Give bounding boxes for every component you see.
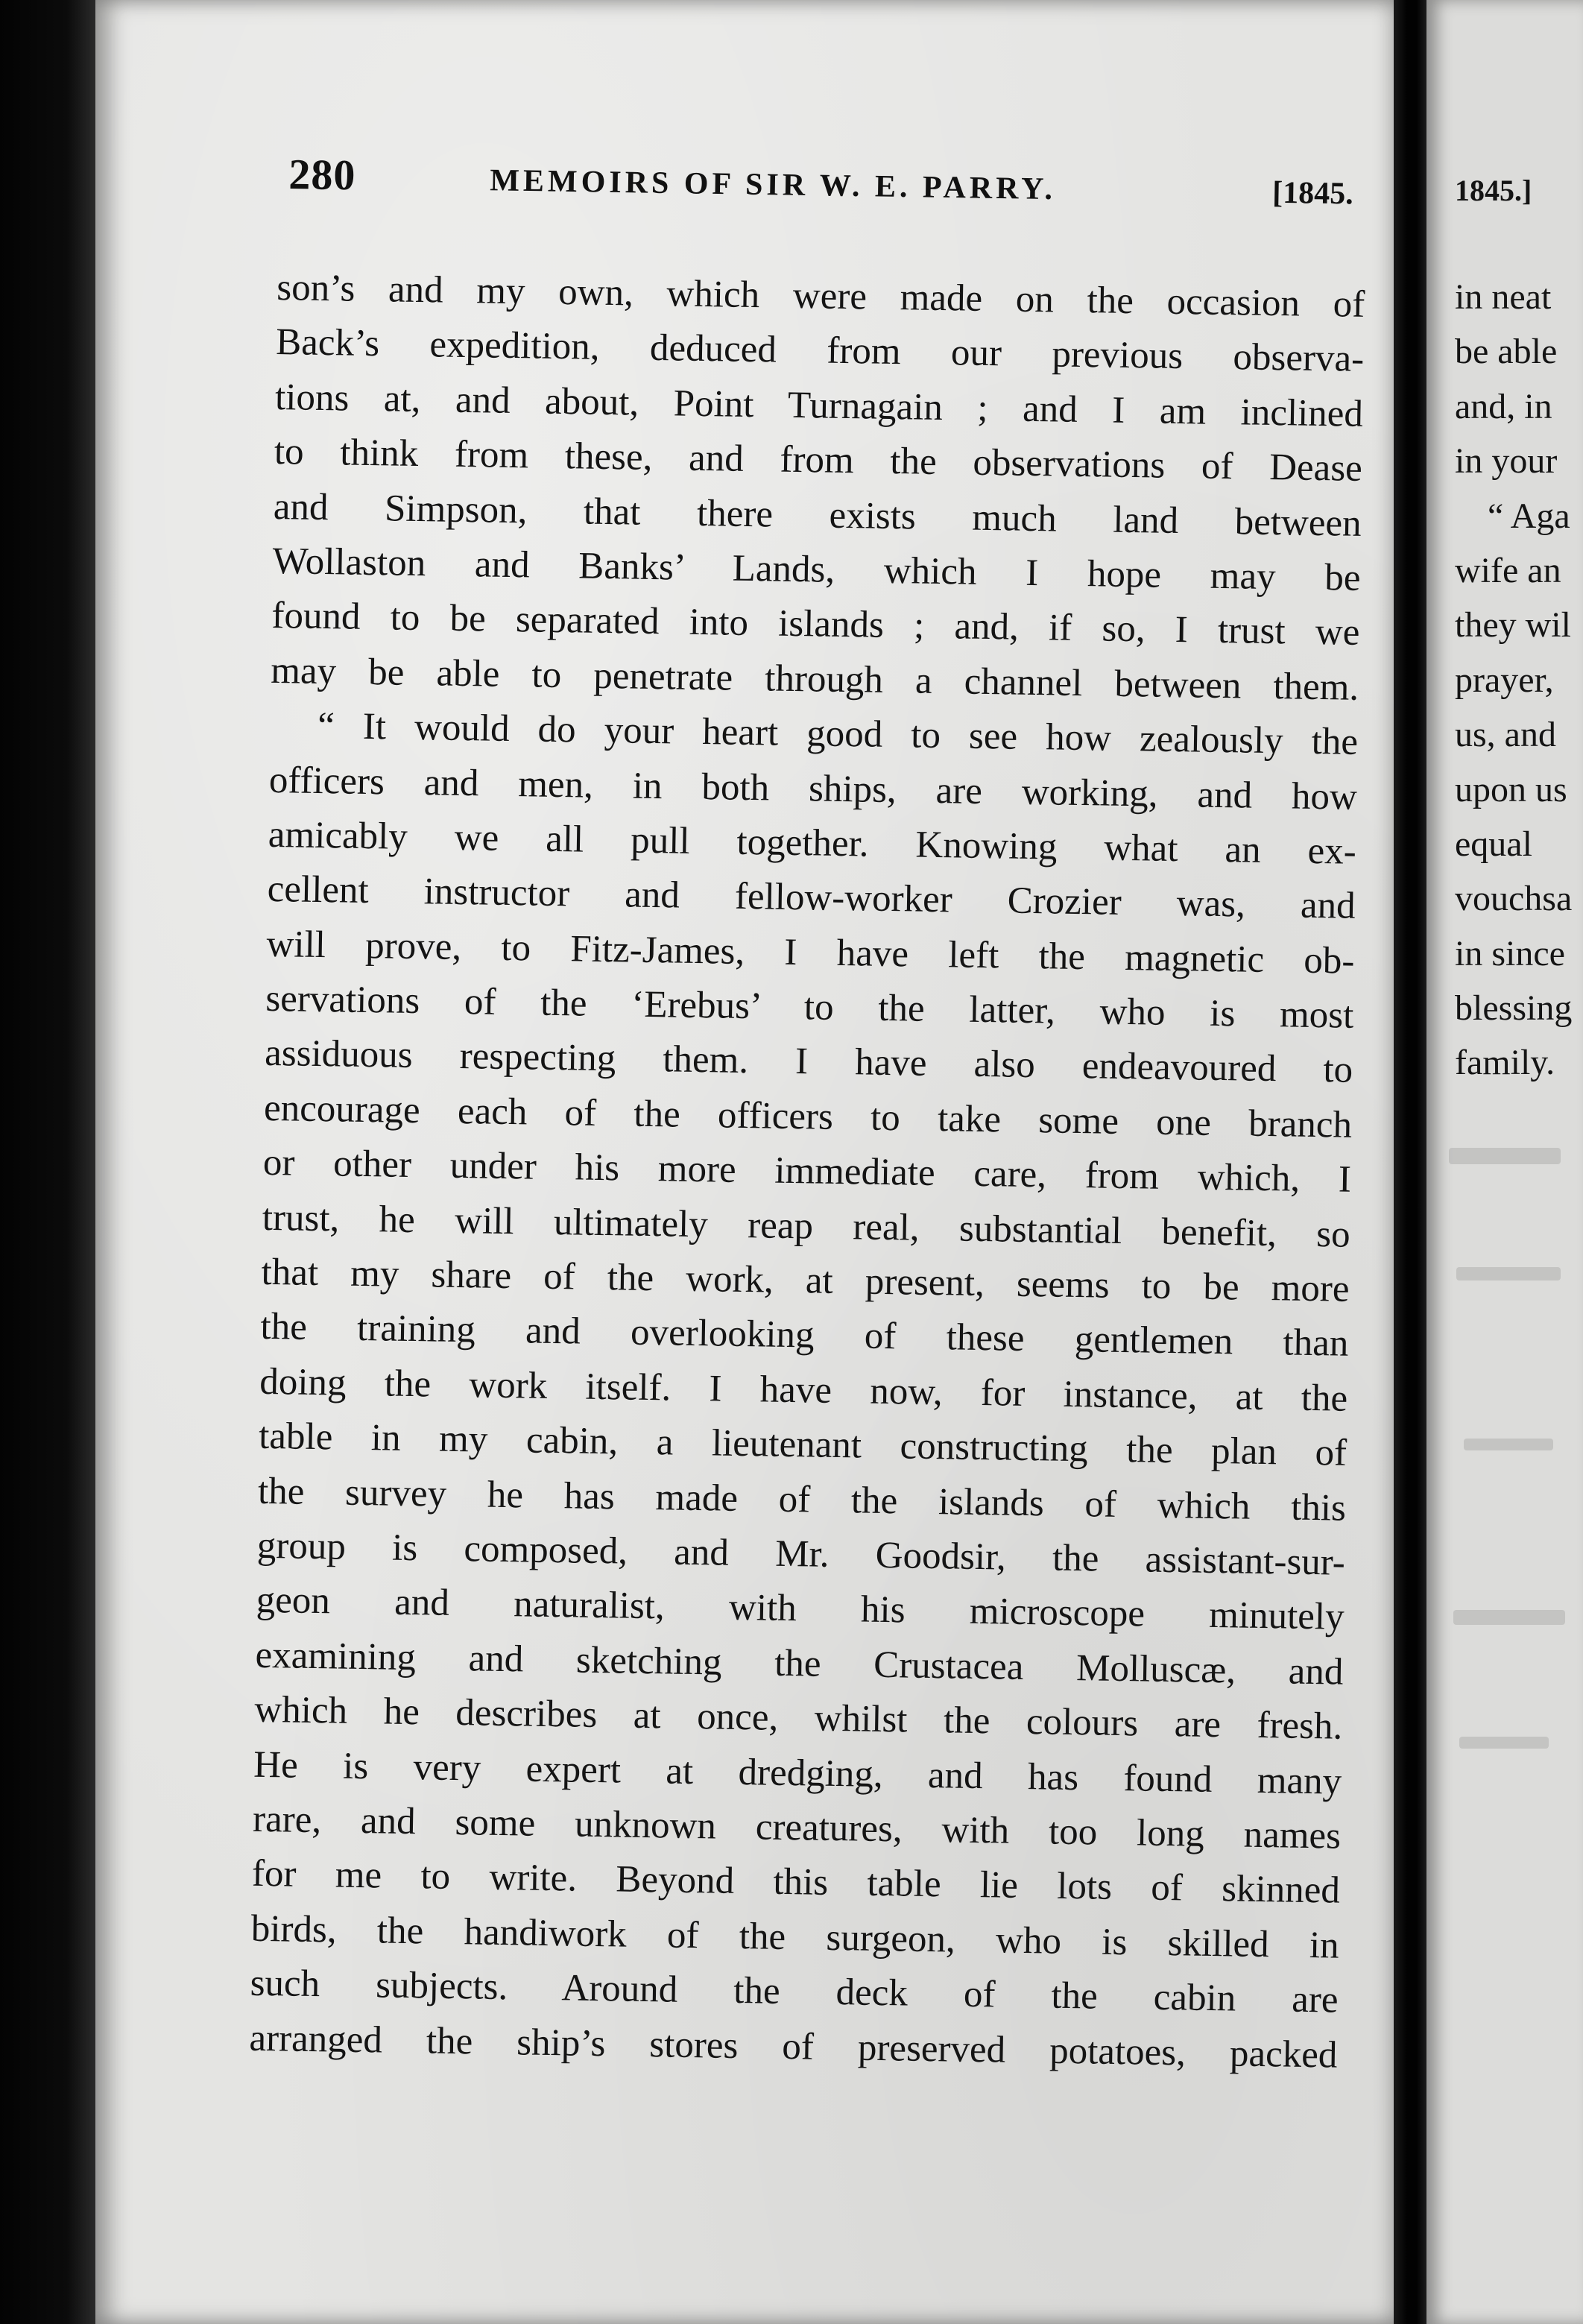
facing-text-line: wife an	[1455, 550, 1561, 590]
text-line: tions at, and about, Point Turnagain ; and I am inclined	[274, 376, 1364, 435]
smudge-mark	[1449, 1148, 1561, 1164]
text-line: Back’s expedition, deduced from our previous observa-	[275, 321, 1365, 381]
smudge-mark	[1464, 1439, 1553, 1450]
text-line: “ It would do your heart good to see how zealously the	[317, 705, 1359, 763]
text-line: servations of the ‘Erebus’ to the latter, who is most	[265, 977, 1354, 1037]
facing-page-text	[1455, 270, 1583, 1090]
smudge-mark	[1456, 1267, 1561, 1281]
text-line: which he describes at once, whilst the colours are fresh.	[254, 1688, 1343, 1748]
text-line: geon and naturalist, with his microscope minutely	[256, 1579, 1345, 1639]
text-line: examining and sketching the Crustacea Molluscæ, and	[255, 1634, 1344, 1693]
text-line: Wollaston and Banks’ Lands, which I hope may be	[272, 540, 1361, 599]
text-line: may be able to penetrate through a channel between them.	[270, 649, 1359, 709]
facing-text-line: equal	[1455, 824, 1532, 864]
text-line: doing the work itself. I have now, for instance, at the	[259, 1360, 1348, 1420]
text-line: the survey he has made of the islands of which this	[257, 1470, 1347, 1529]
left-dark-margin	[0, 0, 95, 2324]
text-line: or other under his more immediate care, from which, I	[262, 1142, 1352, 1202]
text-line: table in my cabin, a lieutenant constructing the plan of	[258, 1415, 1347, 1474]
facing-text-line: in neat	[1455, 277, 1552, 317]
text-line: birds, the handiwork of the surgeon, who is skilled in	[250, 1907, 1340, 1967]
text-line: will prove, to Fitz-James, I have left the magnetic ob-	[266, 923, 1355, 982]
running-year: [1845.	[1271, 175, 1354, 212]
facing-text-line: family.	[1455, 1043, 1555, 1083]
text-line: officers and men, in both ships, are working, and how	[268, 759, 1358, 818]
text-line: He is very expert at dredging, and has found many	[253, 1743, 1342, 1803]
smudge-mark	[1459, 1737, 1549, 1749]
text-line: that my share of the work, at present, seems to be more	[261, 1251, 1350, 1310]
facing-text-line: and, in	[1455, 386, 1552, 426]
text-line: group is composed, and Mr. Goodsir, the assistant-sur-	[256, 1524, 1346, 1584]
text-line: assiduous respecting them. I have also endeavoured to	[264, 1032, 1353, 1092]
text-line: trust, he will ultimately reap real, substantial benefit, so	[262, 1196, 1351, 1256]
text-line: cellent instructor and fellow-worker Crozier was, and	[267, 868, 1356, 928]
page-gutter	[1394, 0, 1426, 2324]
running-title: MEMOIRS OF SIR W. E. PARRY.	[490, 163, 1057, 207]
text-line: son’s and my own, which were made on the occasion of	[276, 266, 1365, 326]
text-line: and Simpson, that there exists much land between	[273, 485, 1362, 545]
facing-text-line: be able	[1455, 332, 1558, 372]
facing-text-line: us, and	[1455, 715, 1556, 755]
text-line: amicably we all pull together. Knowing what an ex-	[268, 813, 1357, 873]
text-line: to think from these, and from the observations of Dease	[274, 431, 1363, 490]
facing-text-line: in since	[1455, 933, 1565, 973]
facing-text-line: vouchsa	[1455, 879, 1573, 919]
facing-text-line: prayer,	[1455, 660, 1554, 700]
facing-text-line: “ Aga	[1488, 496, 1570, 536]
page-number: 280	[288, 149, 356, 200]
facing-text-line: upon us	[1455, 769, 1567, 809]
text-line: the training and overlooking of these gentlemen than	[260, 1306, 1349, 1365]
facing-text-line: in your	[1455, 441, 1558, 481]
body-text	[249, 261, 1365, 2083]
text-line: rare, and some unknown creatures, with too long names	[252, 1798, 1342, 1857]
text-line: found to be separated into islands ; and, if so, I trust we	[271, 595, 1360, 654]
text-line: for me to write. Beyond this table lie lots of skinned	[251, 1853, 1341, 1912]
facing-text-line: blessing	[1455, 988, 1573, 1029]
facing-text-line: they wil	[1455, 605, 1571, 645]
text-line: arranged the ship’s stores of preserved potatoes, packed	[249, 2017, 1338, 2077]
text-line: encourage each of the officers to take some one branch	[263, 1087, 1353, 1146]
smudge-mark	[1453, 1610, 1565, 1625]
text-line: such subjects. Around the deck of the cabin are	[250, 1962, 1339, 2021]
facing-running-year: 1845.]	[1455, 174, 1532, 207]
